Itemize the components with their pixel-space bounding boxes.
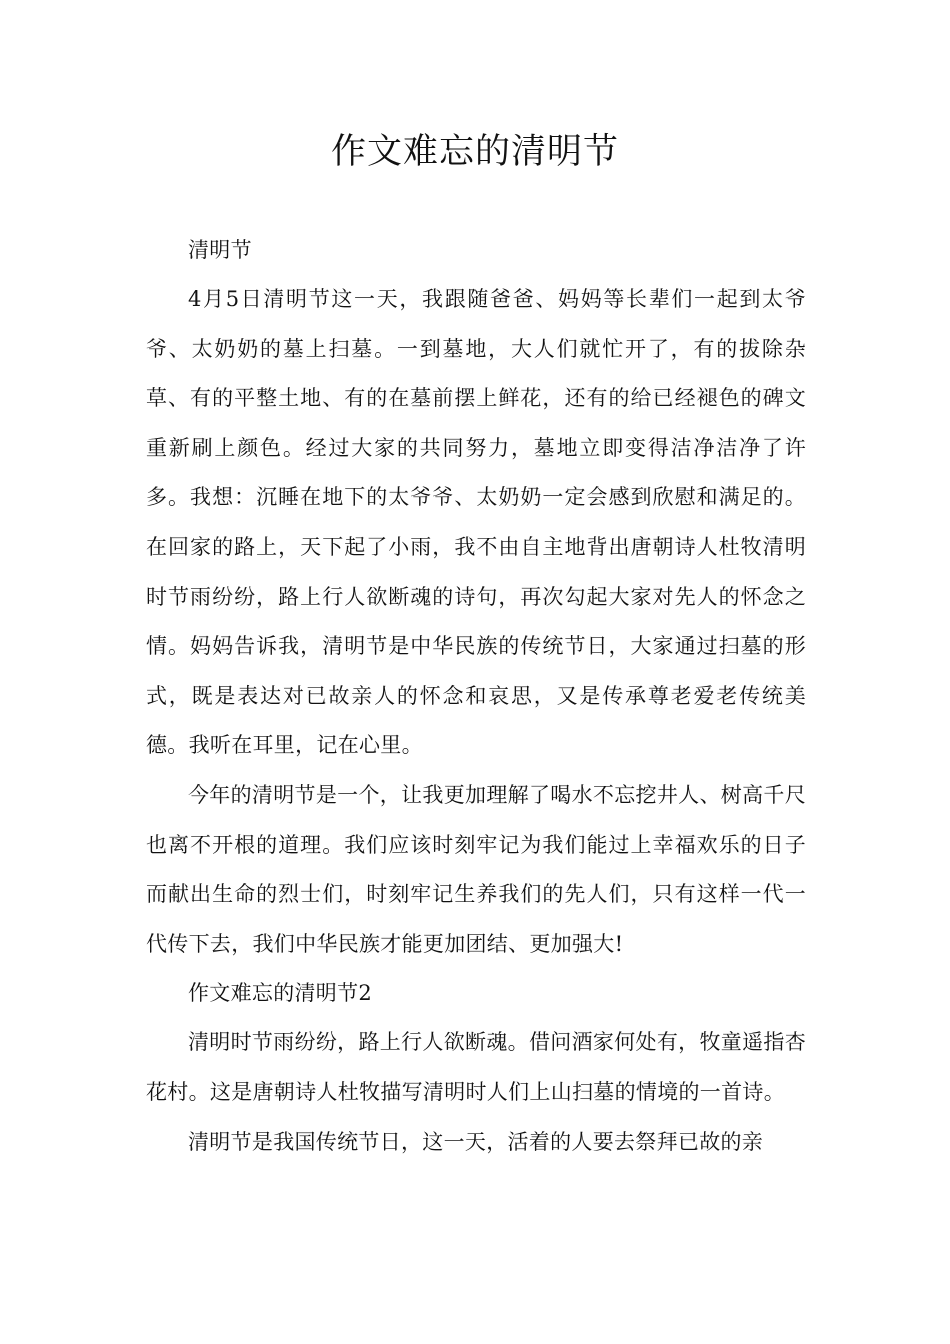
document-body [146,226,806,1167]
body-paragraph: 4月5日清明节这一天，我跟随爸爸、妈妈等长辈们一起到太爷爷、太奶奶的墓上扫墓。一到墓地，大人们就忙开了，有的拔除杂草、有的平整土地、有的在墓前摆上鲜花，还有的给已经褪色的碑文重新刷上颜色。经过大家的共同努力，墓地立即变得洁净洁净了许多。我想：沉睡在地下的太爷爷、太奶奶一定会感到欣慰和满足的。在回家的路上，天下起了小雨，我不由自主地背出唐朝诗人杜牧清明时节雨纷纷，路上行人欲断魂的诗句，再次勾起大家对先人的怀念之情。妈妈告诉我，清明节是中华民族的传统节日，大家通过扫墓的形式，既是表达对已故亲人的怀念和哀思，又是传承尊老爱老传统美德。我听在耳里，记在心里。 [146,287,806,758]
document-title: 作文难忘的清明节 [330,132,619,172]
body-paragraph: 今年的清明节是一个，让我更加理解了喝水不忘挖井人、树高千尺也离不开根的道理。我们应该时刻牢记为我们能过上幸福欢乐的日子而献出生命的烈士们，时刻牢记生养我们的先人们，只有这样一代一代传下去，我们中华民族才能更加团结、更加强大! [146,782,806,956]
body-paragraph: 清明时节雨纷纷，路上行人欲断魂。借问酒家何处有，牧童遥指杏花村。这是唐朝诗人杜牧描写清明时人们上山扫墓的情境的一首诗。 [146,1030,806,1104]
body-paragraph: 清明节是我国传统节日，这一天，活着的人要去祭拜已故的亲 [188,1129,764,1154]
section-heading: 清明节 [188,238,252,262]
section-heading: 作文难忘的清明节2 [188,981,373,1006]
